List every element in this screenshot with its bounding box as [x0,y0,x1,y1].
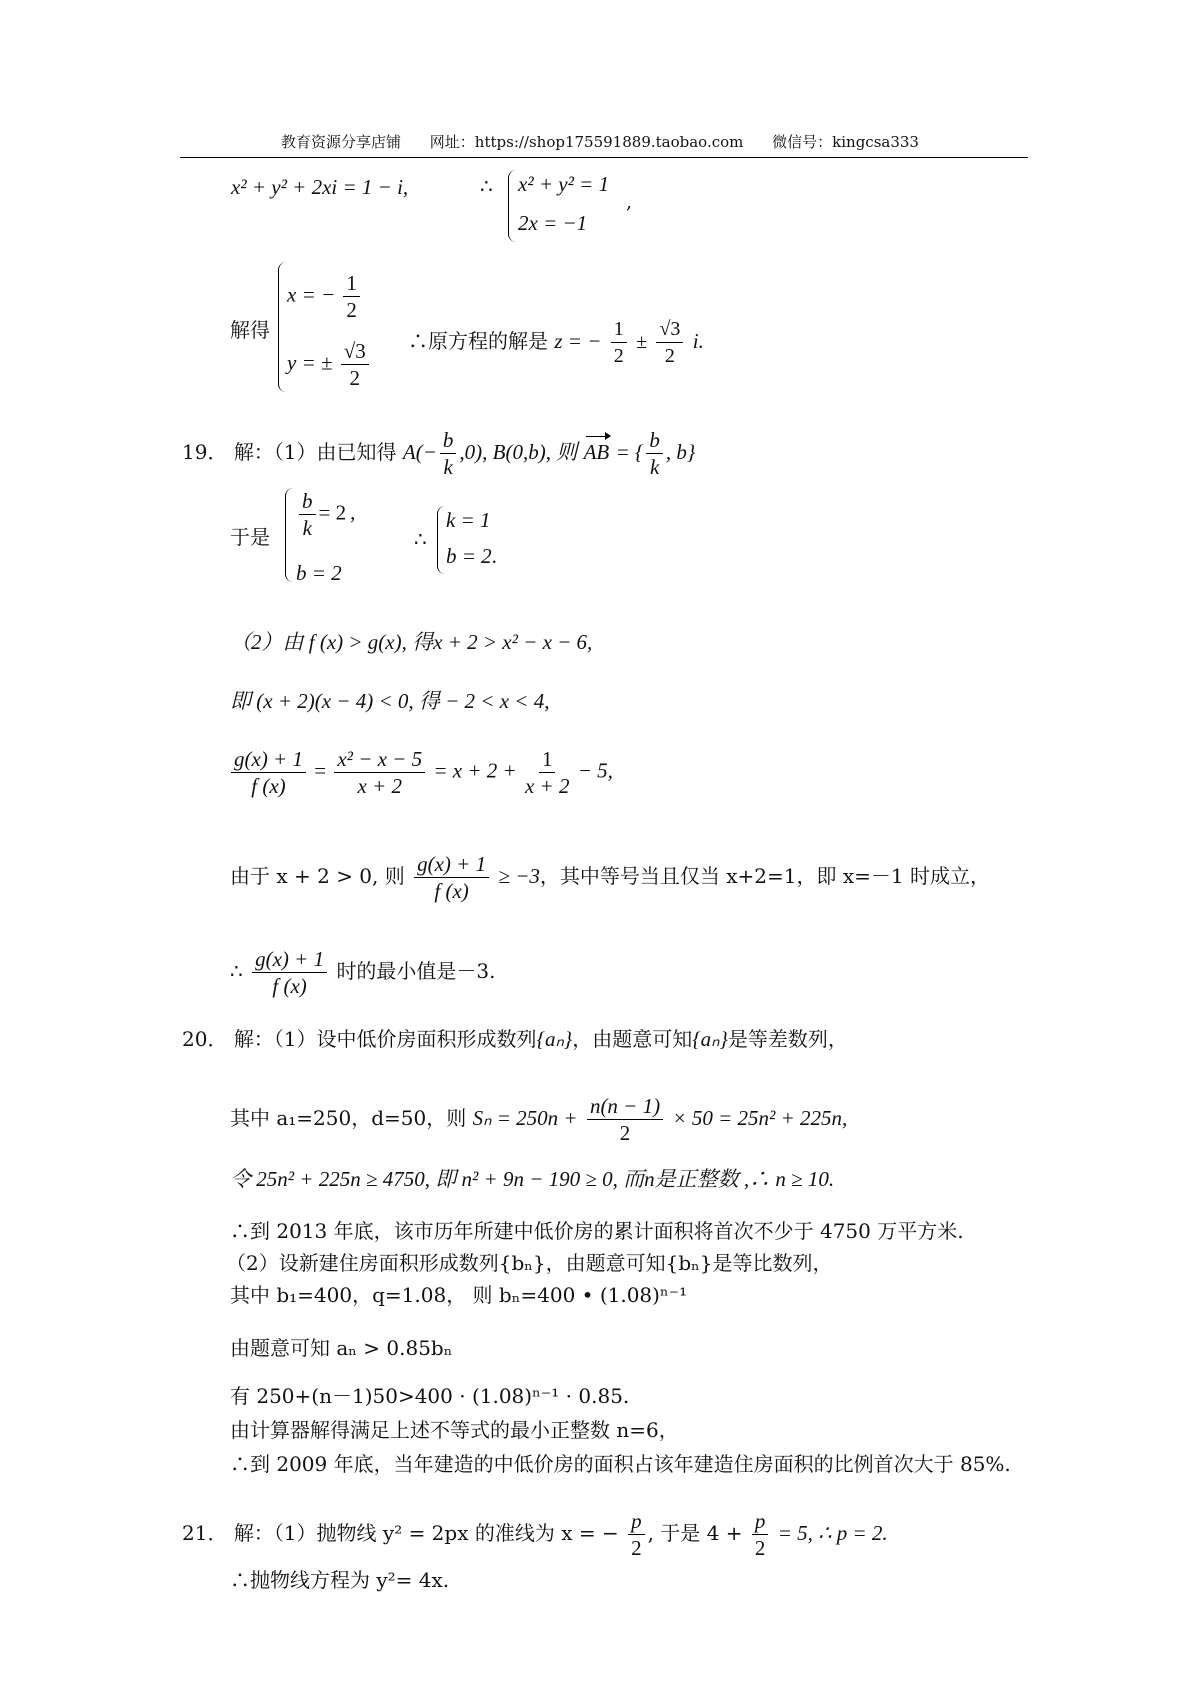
p20-line1 [182,1027,848,1051]
p21-p-frac-2 [752,1510,769,1559]
p19-ab-eq: = { [615,440,644,464]
p18-x-eq: x = − [287,282,336,307]
p20-sn-rest: × 50 = 25n² + 225n, [672,1106,848,1130]
p19-x2-den: x + 2 [357,774,402,798]
p18-sys2-a [287,272,363,321]
p18-pm: ± [636,331,648,353]
p19-yuyu: 由于 x + 2 > 0, 则 [230,864,405,888]
p19-line-ji: 即 (x + 2)(x − 4) < 0, 得 − 2 < x < 4, [230,689,550,713]
p18-sys2-b [287,340,372,389]
p20-c5: 有 250+(n－1)50>400 · (1.08)ⁿ⁻¹ · 0.85. [230,1384,630,1408]
p19-brace-2 [437,506,446,574]
p18-brace-1 [508,170,517,242]
p20-lead-rest: ，由题意可知 [572,1027,693,1051]
p19-frac2-den: k [650,455,660,479]
p20-lead-end: 是等差数列， [727,1027,848,1051]
p20-sn-den: 2 [619,1121,631,1145]
p20-sn-num: n(n − 1) [587,1095,663,1120]
p19-b-over-k-1 [440,429,457,478]
p19-part2: （2）由 f (x) > g(x), 得x + 2 > x² − x − 6, [230,630,593,654]
p21-two2: 2 [754,1536,766,1560]
p18-sqrt-frac-2 [656,318,683,367]
p19-sys-frac [299,490,316,539]
p19-frac1-num: b [440,429,457,454]
header-rule [180,157,1028,158]
p18-half2-num: 1 [611,318,627,343]
p18-sqrt-num: √3 [341,340,369,365]
p19-frac-tail: − 5, [577,758,613,783]
p19-ans-b [446,544,497,568]
p21-num: 21． [182,1521,228,1545]
p19-min-therefore: ∴ [230,961,243,983]
p20-lead: 解：（1）设中低价房面积形成数列 [233,1027,537,1051]
p20-sn: Sₙ = 250n + [472,1106,578,1130]
p20-an-2: {aₙ} [692,1027,728,1051]
p18-eq1: x² + y² + 2xi = 1 − i, [231,175,409,199]
p21-p1: p [628,1510,645,1535]
p19-sys-comma: , [350,500,356,525]
p19-f2: f (x) [434,879,469,903]
p19-one-den: x + 2 [524,774,570,798]
p21-p2: p [752,1510,769,1535]
p21-line1 [182,1510,888,1559]
p18-half-1 [343,272,360,321]
p19-x2-num: x² − x − 5 [334,748,425,773]
p18-conclusion-text: ∴原方程的解是 [408,329,548,353]
p20-c2: （2）设新建住房面积形成数列{bₙ}，由题意可知{bₙ}是等比数列， [226,1251,833,1275]
p19-x2-frac [334,748,425,797]
p18-sqrt-den: 2 [349,366,361,390]
p20-where: 其中 a₁=250，d=50，则 [230,1106,467,1130]
p19-ab-vector: AB [583,440,610,464]
p18-conclusion [408,318,704,367]
p19-num: 19． [182,440,228,464]
p19-one-frac [525,748,570,797]
p19-geq: ≥ −3 [498,864,540,888]
p18-sys1-a: x² + y² = 1 [518,172,610,196]
p19-line1 [182,429,695,478]
p20-c7: ∴到 2009 年底，当年建造的中低价房的面积占该年建造住房面积的比例首次大于 85%. [230,1452,1011,1476]
p19-f3: f (x) [272,974,307,998]
p18-therefore: ∴ [480,176,493,198]
p19-sys1-a [296,490,355,539]
shop-name: 教育资源分享店铺 [281,133,402,151]
p20-c4: 由题意可知 aₙ > 0.85bₙ [230,1336,453,1360]
p20-c6: 由计算器解得满足上述不等式的最小正整数 n=6， [230,1418,679,1442]
p18-sqrt2-num: √3 [656,318,683,343]
p18-half-num: 1 [343,272,360,297]
p19-g-over-f-3 [252,948,327,997]
p19-sys1-b: b = 2 [296,561,342,585]
p19-min-line [230,948,496,997]
p19-yuyu-rest: ，其中等号当且仅当 x+2=1，即 x=－1 时成立， [539,864,990,888]
p18-solve-label: 解得 [230,318,270,342]
p20-an-1: {aₙ} [536,1027,573,1051]
p20-ling: 令 25n² + 225n ≥ 4750, 即 n² + 9n − 190 ≥ 0, 而n是正整数 ,∴ n ≥ 10. [230,1167,835,1191]
p19-ans-k: k = 1 [446,508,491,532]
shop-url[interactable]: 网址：https://shop175591889.taobao.com [429,133,744,151]
p19-lead: 解：（1）由已知得 [233,440,397,464]
p19-sys-eq2: = 2 [318,500,347,525]
p19-eq-1: = [314,758,327,783]
p18-sqrt-frac-1 [341,340,369,389]
page-header [0,131,1200,152]
p19-g3: g(x) + 1 [252,948,327,973]
p19-g2: g(x) + 1 [414,853,489,878]
p19-one-num: 1 [539,748,556,773]
p21-lead: 解：（1）抛物线 y² = 2px 的准线为 x = − [233,1521,619,1545]
p21-mid: , 于是 4 + [647,1521,743,1545]
p20-sn-frac [587,1095,663,1144]
p18-brace-2 [278,262,287,392]
p19-g1: g(x) + 1 [231,748,306,773]
p19-frac-mid: = x + 2 + [433,758,517,783]
p18-y-eq: y = ± [287,350,333,375]
p19-g-over-f-1 [231,748,306,797]
p21-end: = 5, ∴ p = 2. [777,1521,888,1545]
p19-yushi: 于是 [230,525,270,549]
p18-i-end: i. [692,329,704,353]
p18-sqrt2-den: 2 [664,345,675,367]
p20-sn-line [230,1095,847,1144]
p19-min-rest: 时的最小值是－3. [336,959,496,983]
wechat-id: 微信号：kingcsa333 [772,133,919,151]
p20-num: 20． [182,1027,228,1051]
p19-a-point: A(− [402,440,437,464]
p19-sys-den: k [302,516,312,540]
p19-brace-1 [285,488,294,582]
p19-b-over-k-2 [646,429,663,478]
p19-therefore: ∴ [414,529,427,551]
p19-ans-dot: . [491,544,497,568]
p19-ans-b-text: b = 2 [446,544,492,568]
p19-frac2-num: b [646,429,663,454]
p18-half2-den: 2 [613,345,624,367]
p20-c1: ∴到 2013 年底，该市历年所建中低价房的累计面积将首次不少于 4750 万平方米. [230,1219,964,1243]
p20-c3: 其中 b₁=400，q=1.08， 则 bₙ=400 • (1.08)ⁿ⁻¹ [230,1283,688,1307]
p19-ab-end: , b} [665,440,696,464]
p21-c1: ∴抛物线方程为 y²= 4x. [230,1568,450,1592]
p19-yuyu-line [230,853,990,902]
p21-p-frac-1 [628,1510,645,1559]
p18-half-2 [611,318,627,367]
p18-sys1-b: 2x = −1 [518,211,588,235]
p19-g-over-f-2 [414,853,489,902]
p21-two1: 2 [631,1536,642,1560]
p18-half-den: 2 [346,298,357,322]
p18-sys1-comma: , [626,191,633,213]
p19-a-rest: ,0), B(0,b), 则 [459,440,578,464]
p19-sys-num: b [299,490,316,515]
p19-f1: f (x) [251,774,286,798]
p18-z-eq: z = − [554,329,602,353]
p19-frac1-den: k [443,455,453,479]
p19-frac-line [228,748,613,797]
